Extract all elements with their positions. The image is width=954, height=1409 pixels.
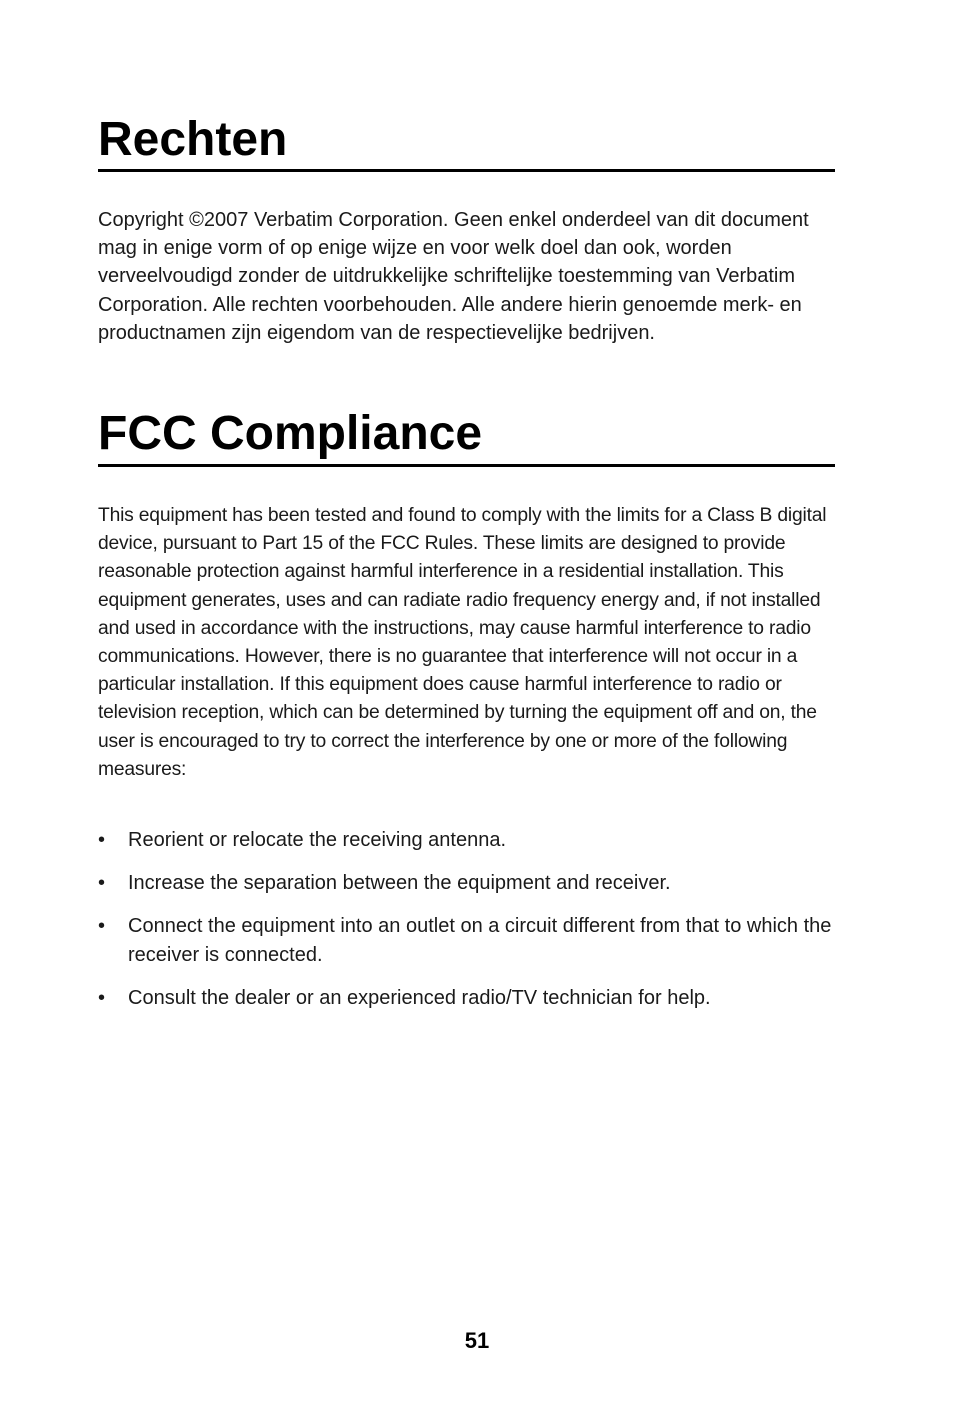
list-item-text: Reorient or relocate the receiving antenna. — [128, 829, 507, 851]
list-item — [98, 984, 838, 1012]
list-item — [98, 869, 838, 897]
heading-rule — [98, 169, 835, 172]
list-item — [98, 826, 838, 854]
bullet-icon: • — [98, 915, 106, 938]
page-number: 51 — [464, 1328, 490, 1353]
section-heading-rechten: Rechten — [98, 113, 288, 166]
list-item-text: Increase the separation between the equipment and receiver. — [128, 872, 671, 895]
bullet-icon: • — [98, 872, 106, 895]
rechten-paragraph: Copyright ©2007 Verbatim Corporation. Geen enkel onderdeel van dit document mag in enige vorm of op enige wijze en voor welk doel dan ook, worden verveelvoudigd zonder de uitdrukkelijke schriftelijke toestemming van Verbatim Corporation. Alle rechten voorbehouden. Alle andere hierin genoemde merk- en productnamen zijn eigendom van de respectievelijke bedrijven. — [98, 209, 809, 344]
heading-rule — [98, 464, 835, 467]
fcc-paragraph: This equipment has been tested and found to comply with the limits for a Class B digital device, pursuant to Part 15 of the FCC Rules. These limits are designed to provide reasonable protection against harmful interference in a residential installation. This equipment generates, uses and can radiate radio frequency energy and, if not installed and used in accordance with the instructions, may cause harmful interference to radio communications. However, there is no guarantee that interference will not occur in a particular installation. If this equipment does cause harmful interference to radio or television reception, which can be determined by turning the equipment off and on, the user is encouraged to try to correct the interference by one or more of the following measures: — [98, 505, 827, 780]
list-item — [98, 912, 838, 968]
bullet-icon: • — [98, 986, 106, 1009]
fcc-measures-list — [98, 826, 838, 1027]
list-item-text: Consult the dealer or an experienced radio/TV technician for help. — [128, 986, 711, 1009]
list-item-text: Connect the equipment into an outlet on a circuit different from that to which the receiver is connected. — [128, 915, 832, 966]
section-heading-fcc-compliance: FCC Compliance — [98, 407, 483, 460]
bullet-icon: • — [98, 829, 106, 851]
